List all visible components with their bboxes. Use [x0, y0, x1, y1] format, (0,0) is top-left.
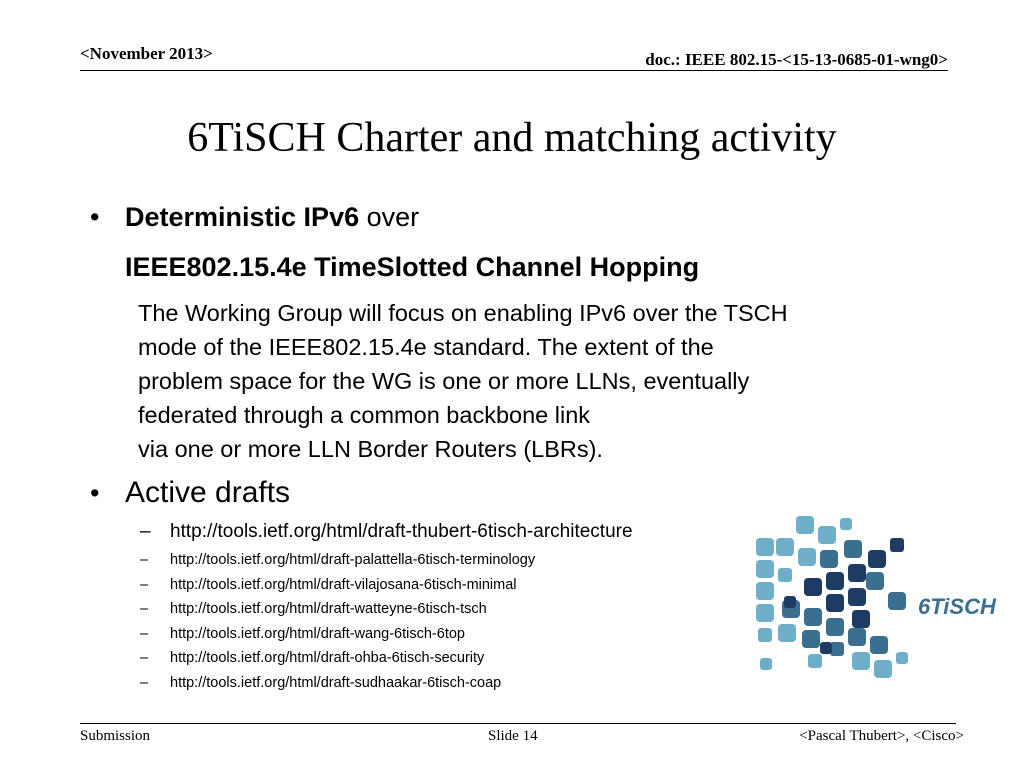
draft-link[interactable]: [140, 624, 465, 644]
draft-link-text[interactable]: http://tools.ietf.org/html/draft-thubert-6tisch-architecture: [170, 521, 633, 542]
bullet-continuation: IEEE802.15.4e TimeSlotted Channel Hopping: [125, 252, 700, 282]
footer-divider: [80, 723, 956, 724]
footer-slide-number: Slide 14: [488, 728, 538, 744]
slide-title: 6TiSCH Charter and matching activity: [187, 115, 837, 161]
draft-link[interactable]: [140, 648, 484, 668]
dash-marker: –: [140, 601, 149, 617]
paragraph-line: The Working Group will focus on enabling IPv6 over the TSCH: [138, 300, 788, 326]
paragraph-line: mode of the IEEE802.15.4e standard. The extent of the: [138, 334, 714, 360]
draft-link[interactable]: [140, 599, 487, 619]
bullet-active-drafts: [90, 476, 290, 510]
footer-submission: Submission: [80, 728, 151, 744]
dash-marker: –: [140, 626, 149, 642]
dash-marker: –: [140, 577, 149, 593]
bullet-marker: •: [90, 478, 100, 508]
paragraph-line: problem space for the WG is one or more LLNs, eventually: [138, 368, 750, 394]
draft-link[interactable]: [140, 673, 501, 693]
paragraph-line: via one or more LLN Border Routers (LBRs).: [138, 436, 603, 462]
draft-link-text[interactable]: http://tools.ietf.org/html/draft-wang-6tisch-6top: [170, 626, 465, 642]
charter-paragraph: [138, 296, 938, 466]
dash-marker: –: [140, 650, 149, 666]
header-divider: [80, 70, 948, 71]
dash-marker: –: [140, 552, 149, 568]
dash-marker: –: [140, 675, 149, 691]
bullet-text: Active drafts: [125, 476, 291, 509]
draft-link-text[interactable]: http://tools.ietf.org/html/draft-ohba-6tisch-security: [170, 650, 485, 666]
draft-link-text[interactable]: http://tools.ietf.org/html/draft-vilajosana-6tisch-minimal: [170, 577, 517, 593]
header-date: <November 2013>: [80, 44, 213, 63]
bullet-bold-text: Deterministic IPv6: [125, 202, 360, 232]
draft-link-text[interactable]: http://tools.ietf.org/html/draft-watteyne-6tisch-tsch: [170, 601, 487, 617]
logo-mosaic: [756, 516, 908, 678]
header-doc-id: doc.: IEEE 802.15-<15-13-0685-01-wng0>: [645, 50, 948, 69]
paragraph-line: federated through a common backbone link: [138, 402, 591, 428]
dash-marker: –: [140, 521, 151, 542]
draft-link[interactable]: [140, 550, 535, 570]
draft-link[interactable]: [140, 522, 633, 542]
bullet-deterministic-ipv6: [90, 200, 419, 234]
6tisch-logo: [748, 512, 998, 684]
bullet-marker: •: [90, 202, 100, 232]
draft-link-text[interactable]: http://tools.ietf.org/html/draft-sudhaakar-6tisch-coap: [170, 675, 502, 691]
footer-author: <Pascal Thubert>, <Cisco>: [799, 728, 964, 744]
draft-link-text[interactable]: http://tools.ietf.org/html/draft-palattella-6tisch-terminology: [170, 552, 536, 568]
bullet-rest-text: over: [359, 202, 420, 232]
logo-text: 6TiSCH: [918, 594, 996, 619]
draft-link[interactable]: [140, 575, 517, 595]
